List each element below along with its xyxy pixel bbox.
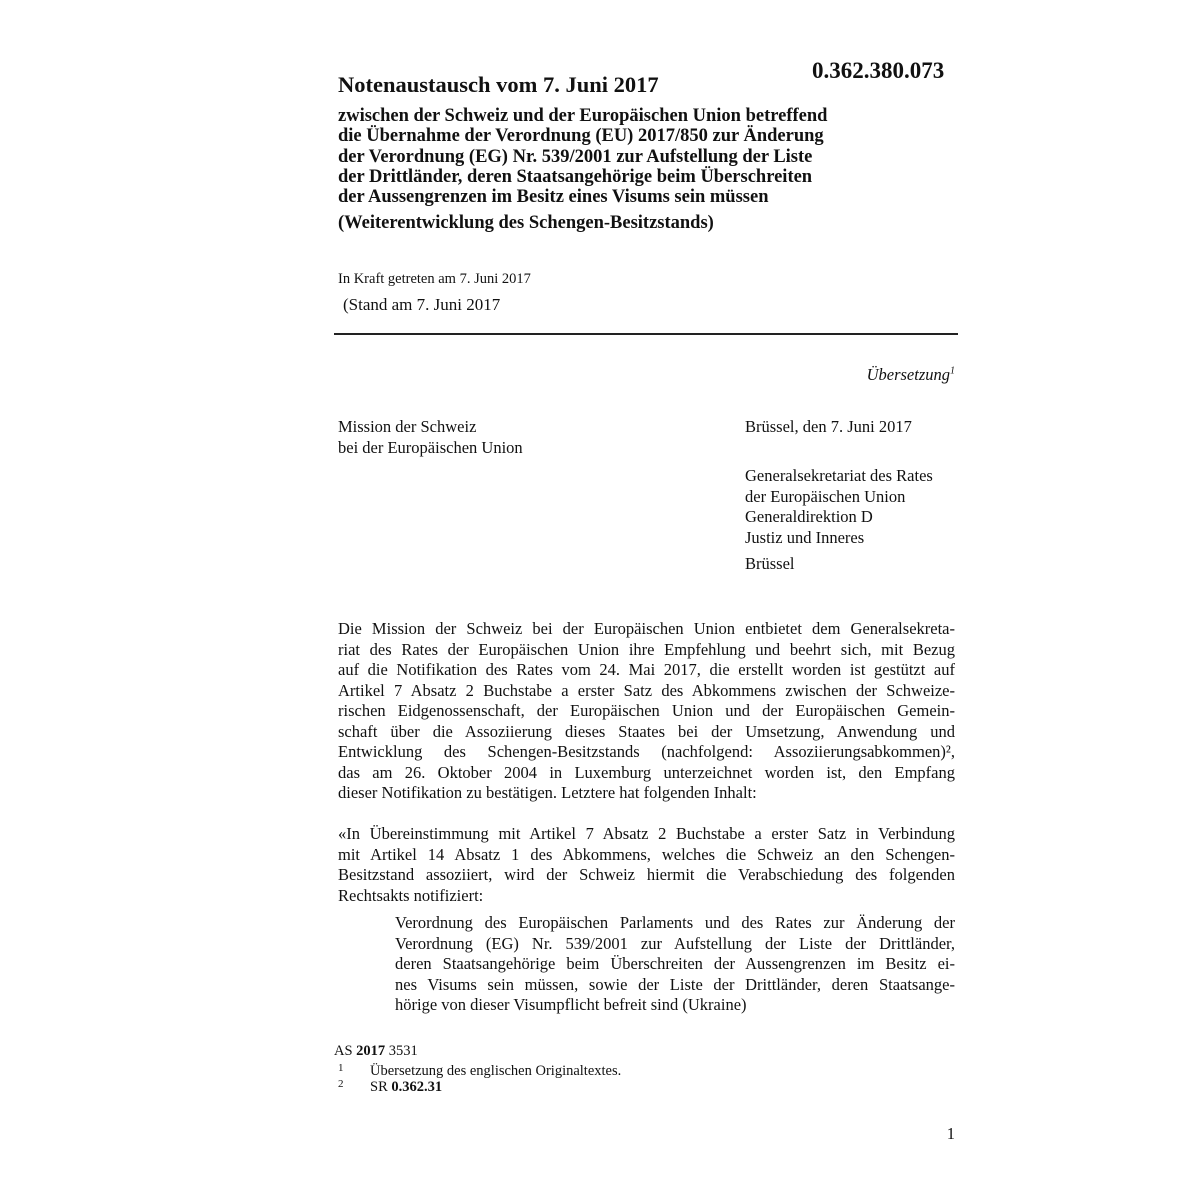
text-line: mit Artikel 14 Absatz 1 des Abkommens, welches die Schweiz an den Schengen- xyxy=(338,844,955,864)
text-line: schaft über die Assoziierung dieses Staates bei der Umsetzung, Anwendung und xyxy=(338,721,955,741)
text-line: Rechtsakts notifiziert: xyxy=(338,885,484,905)
body-paragraph-2 xyxy=(338,824,955,906)
footnote-text: Übersetzung des englischen Originaltextes. xyxy=(370,1063,622,1079)
subtitle-line: der Drittländer, deren Staatsangehörige beim Überschreiten xyxy=(338,166,813,187)
translation-note xyxy=(780,365,955,385)
letter-date: Brüssel, den 7. Juni 2017 xyxy=(745,417,912,436)
sender-line: bei der Europäischen Union xyxy=(338,437,523,457)
subtitle-line: zwischen der Schweiz und der Europäischen Union betreffend xyxy=(338,106,828,126)
text-line: hörige von dieser Visumpflicht befreit sind (Ukraine) xyxy=(395,995,747,1014)
text-line: dieser Notifikation zu bestätigen. Letztere hat folgenden Inhalt: xyxy=(338,783,757,802)
footnote-number: 2 xyxy=(338,1078,344,1090)
text-line: auf die Notifikation des Rates vom 24. Mai 2017, die erstellt worden ist gestützt auf xyxy=(338,660,955,679)
subtitle-line: der Aussengrenzen im Besitz eines Visums sein müssen xyxy=(338,187,769,208)
as-reference xyxy=(334,1043,418,1060)
text-line: nes Visums sein müssen, sowie der Liste der Drittländer, deren Staatsange- xyxy=(395,974,955,994)
subtitle xyxy=(338,106,898,207)
stand-date: (Stand am 7. Juni 2017 xyxy=(343,295,501,314)
recipient-line: der Europäischen Union xyxy=(745,486,906,506)
recipient-line: Justiz und Inneres xyxy=(745,527,865,547)
footnote-number: 1 xyxy=(338,1062,344,1074)
footnote-ref-1[interactable]: 1 xyxy=(950,365,955,377)
text-line: «In Übereinstimmung mit Artikel 7 Absatz 2 Buchstabe a erster Satz in Verbindung xyxy=(338,824,955,843)
recipient-city: Brüssel xyxy=(745,554,795,573)
text-line: Die Mission der Schweiz bei der Europäischen Union entbietet dem Generalsekreta- xyxy=(338,619,955,638)
recipient-line: Generaldirektion D xyxy=(745,507,873,526)
footnote-2 xyxy=(334,1079,442,1096)
text-line: Artikel 7 Absatz 2 Buchstabe a erster Satz des Abkommens zwischen der Schweize- xyxy=(338,680,955,700)
as-prefix: AS xyxy=(334,1043,353,1059)
text-line: Entwicklung des Schengen-Besitzstands (nachfolgend: Assoziierungsabkommen)², xyxy=(338,742,955,761)
text-line: Besitzstand assoziiert, wird der Schweiz hiermit die Verabschiedung des folgenden xyxy=(338,865,955,884)
text-line: deren Staatsangehörige beim Überschreiten der Aussengrenzen im Besitz ei- xyxy=(395,954,955,973)
in-force-date: In Kraft getreten am 7. Juni 2017 xyxy=(338,271,531,287)
page-number: 1 xyxy=(946,1124,955,1143)
header-divider xyxy=(334,333,958,335)
subtitle-line: der Verordnung (EG) Nr. 539/2001 zur Aufstellung der Liste xyxy=(338,146,813,167)
page-title: Notenaustausch vom 7. Juni 2017 xyxy=(338,72,659,97)
subtitle-line: die Übernahme der Verordnung (EU) 2017/850 zur Änderung xyxy=(338,126,824,147)
text-line: das am 26. Oktober 2004 in Luxemburg unterzeichnet worden ist, den Empfang xyxy=(338,762,955,782)
sender-address xyxy=(338,417,523,458)
footnote-prefix: SR xyxy=(370,1079,388,1095)
text-line: Verordnung (EG) Nr. 539/2001 zur Aufstellung der Liste der Drittländer, xyxy=(395,933,955,953)
recipient-address xyxy=(745,466,933,548)
translation-label: Übersetzung xyxy=(866,365,950,384)
body-paragraph-1 xyxy=(338,619,955,804)
text-line: Verordnung des Europäischen Parlaments und des Rates zur Änderung der xyxy=(395,913,955,932)
as-year: 2017 xyxy=(356,1043,386,1059)
subtitle-schengen: (Weiterentwicklung des Schengen-Besitzstands) xyxy=(338,213,714,233)
text-line: riat des Rates der Europäischen Union ihre Empfehlung und beehrt sich, mit Bezug xyxy=(338,639,955,659)
footnote-1 xyxy=(334,1063,621,1080)
text-line: rischen Eidgenossenschaft, der Europäischen Union und der Europäischen Gemein- xyxy=(338,701,955,720)
footnote-sr-link[interactable]: 0.362.31 xyxy=(391,1079,443,1095)
recipient-line: Generalsekretariat des Rates xyxy=(745,466,933,485)
sender-line: Mission der Schweiz xyxy=(338,417,477,436)
quoted-regulation xyxy=(395,913,955,1016)
as-page: 3531 xyxy=(388,1043,418,1059)
sr-number: 0.362.380.073 xyxy=(812,58,945,83)
